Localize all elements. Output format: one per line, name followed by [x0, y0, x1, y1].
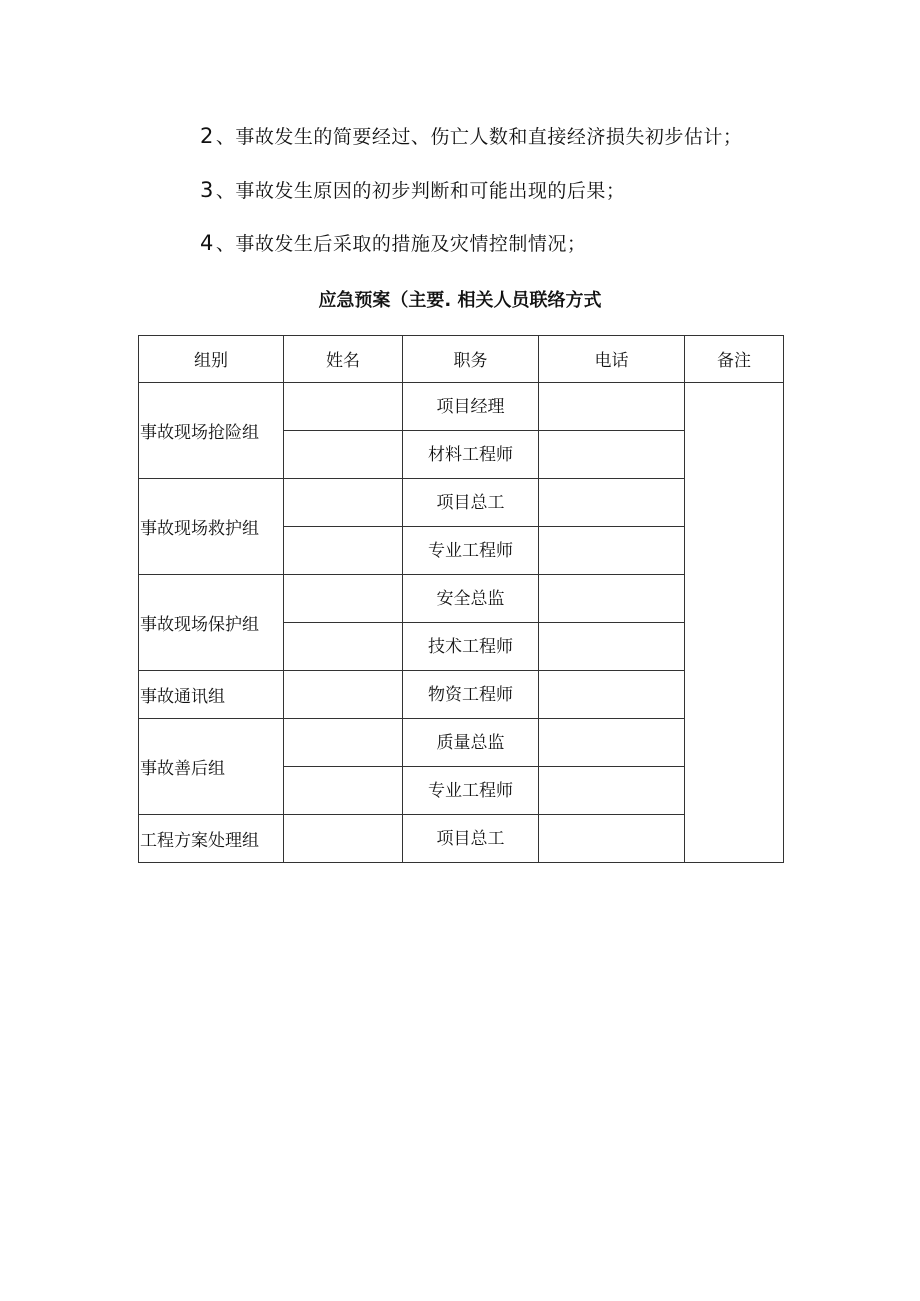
group-cell: 事故现场保护组 — [139, 575, 284, 671]
group-cell: 工程方案处理组 — [139, 815, 284, 863]
remark-cell — [685, 383, 784, 863]
list-item-text: 、事故发生原因的初步判断和可能出现的后果； — [215, 180, 626, 202]
phone-cell — [539, 767, 685, 815]
name-cell — [284, 479, 403, 527]
position-cell: 安全总监 — [403, 575, 539, 623]
name-cell — [284, 671, 403, 719]
name-cell — [284, 383, 403, 431]
phone-cell — [539, 431, 685, 479]
header-name: 姓名 — [284, 336, 403, 383]
list-item-number: 4 — [200, 231, 214, 255]
phone-cell — [539, 815, 685, 863]
position-cell: 物资工程师 — [403, 671, 539, 719]
name-cell — [284, 719, 403, 767]
position-cell: 项目经理 — [403, 383, 539, 431]
position-cell: 项目总工 — [403, 815, 539, 863]
position-cell: 专业工程师 — [403, 767, 539, 815]
list-item-number: 3 — [200, 178, 214, 202]
position-cell: 专业工程师 — [403, 527, 539, 575]
name-cell — [284, 431, 403, 479]
table-row — [139, 383, 784, 431]
position-cell: 材料工程师 — [403, 431, 539, 479]
list-item-2 — [200, 122, 742, 149]
header-group: 组别 — [139, 336, 284, 383]
list-item-number: 2 — [200, 124, 214, 148]
group-cell: 事故通讯组 — [139, 671, 284, 719]
position-cell: 技术工程师 — [403, 623, 539, 671]
phone-cell — [539, 383, 685, 431]
header-position: 职务 — [403, 336, 539, 383]
table-title: 应急预案（主要. 相关人员联络方式 — [318, 290, 602, 311]
group-cell: 事故现场抢险组 — [139, 383, 284, 479]
header-remark: 备注 — [685, 336, 784, 383]
list-item-4 — [200, 229, 586, 256]
phone-cell — [539, 623, 685, 671]
list-item-text: 、事故发生后采取的措施及灾情控制情况； — [215, 233, 587, 255]
phone-cell — [539, 671, 685, 719]
list-item-text: 、事故发生的简要经过、伤亡人数和直接经济损失初步估计； — [215, 126, 743, 148]
name-cell — [284, 767, 403, 815]
position-cell: 项目总工 — [403, 479, 539, 527]
phone-cell — [539, 575, 685, 623]
name-cell — [284, 623, 403, 671]
name-cell — [284, 815, 403, 863]
phone-cell — [539, 527, 685, 575]
phone-cell — [539, 719, 685, 767]
name-cell — [284, 527, 403, 575]
list-item-3 — [200, 176, 625, 203]
contact-table — [138, 335, 784, 863]
header-phone: 电话 — [539, 336, 685, 383]
position-cell: 质量总监 — [403, 719, 539, 767]
table-header-row — [139, 336, 784, 383]
group-cell: 事故现场救护组 — [139, 479, 284, 575]
phone-cell — [539, 479, 685, 527]
name-cell — [284, 575, 403, 623]
group-cell: 事故善后组 — [139, 719, 284, 815]
